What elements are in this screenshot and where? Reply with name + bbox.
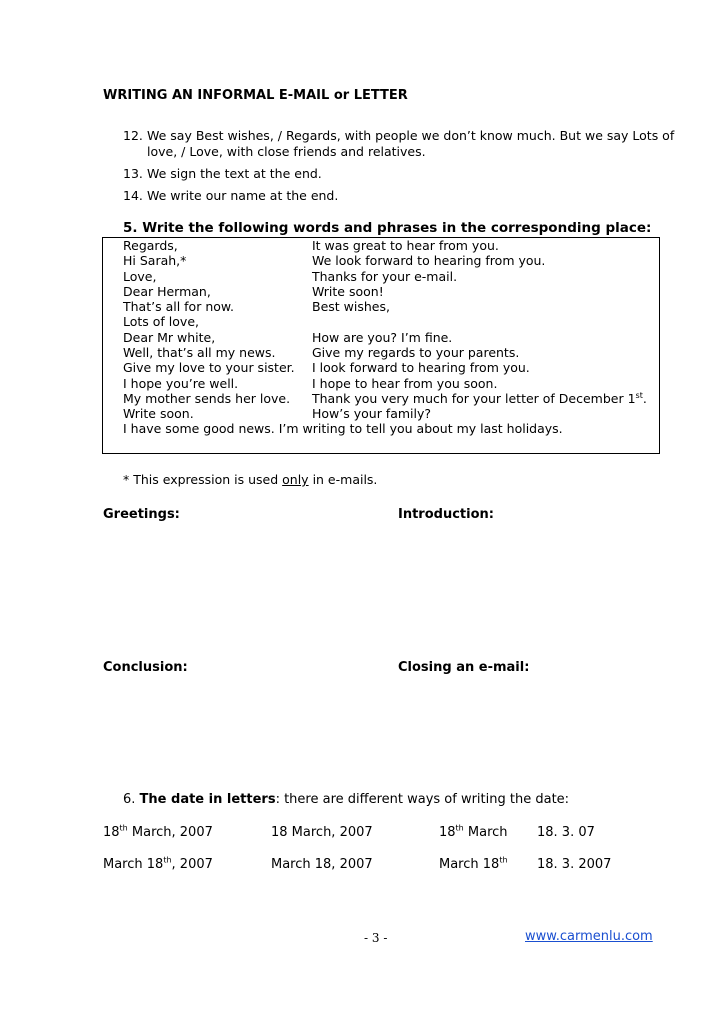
phrase-item: I look forward to hearing from you. [312, 360, 530, 376]
rule-number: 14. [123, 188, 143, 203]
introduction-heading: Introduction: [398, 507, 494, 522]
phrase-item: We look forward to hearing from you. [312, 253, 546, 269]
period: . [642, 390, 647, 406]
date-text: March 18 [439, 857, 500, 872]
phrase-item: Thanks for your e-mail. [312, 268, 458, 284]
phrase-last-line: I have some good news. I’m writing to tell you about my last holidays. [123, 421, 563, 436]
date-text: 18 [439, 825, 456, 840]
date-text: March 18 [103, 857, 164, 872]
ordinal-suffix: th [163, 855, 172, 865]
phrase-column-right [312, 238, 647, 422]
exercise-number: 6. [123, 792, 140, 807]
rule-13 [123, 166, 322, 182]
date-format [103, 825, 213, 840]
rule-12 [123, 128, 674, 144]
date-format [537, 825, 595, 840]
phrase-item: Love, [123, 268, 157, 284]
phrase-item: How are you? I’m fine. [312, 329, 453, 345]
ordinal-suffix: st [635, 390, 643, 400]
phrase-item: I hope to hear from you soon. [312, 375, 498, 391]
december-letter-phrase: Thank you very much for your letter of December 1 [312, 390, 636, 406]
date-format [439, 825, 508, 840]
email-only-note [123, 472, 377, 487]
date-text: March 18, 2007 [271, 857, 373, 872]
phrase-item: It was great to hear from you. [312, 238, 499, 253]
phrase-item: Write soon. [123, 406, 194, 422]
ordinal-suffix: th [119, 823, 128, 833]
rule-text: We sign the text at the end. [147, 166, 322, 181]
exercise-6-heading [123, 792, 569, 807]
phrase-item: My mother sends her love. [123, 390, 291, 406]
rule-text: We say Best wishes, / Regards, with people we don’t know much. But we say Lots of [147, 128, 675, 143]
conclusion-heading: Conclusion: [103, 660, 188, 675]
phrase-item: I hope you’re well. [123, 375, 239, 391]
date-text: 18 March, 2007 [271, 825, 373, 840]
phrase-item: Give my regards to your parents. [312, 345, 520, 361]
rule-number: 13. [123, 166, 143, 181]
date-text: 18 [103, 825, 120, 840]
date-text: March [463, 825, 508, 840]
date-text: 18. 3. 07 [537, 825, 595, 840]
rule-text: We write our name at the end. [147, 188, 339, 203]
closing-heading: Closing an e-mail: [398, 660, 530, 675]
phrase-item: Hi Sarah,* [123, 253, 187, 269]
exercise-5-heading: 5. Write the following words and phrases in the corresponding place: [123, 220, 652, 236]
date-format [103, 857, 213, 872]
phrase-item: Lots of love, [123, 314, 199, 330]
phrase-item: Write soon! [312, 283, 384, 299]
date-text: March, 2007 [127, 825, 213, 840]
phrase-item: Give my love to your sister. [123, 360, 295, 376]
date-format [537, 857, 611, 872]
exercise-6-instruction: : there are different ways of writing the date: [275, 792, 570, 807]
rule-14 [123, 188, 338, 204]
exercise-6-title: The date in letters [139, 792, 276, 807]
phrase-item: Dear Mr white, [123, 329, 216, 345]
date-text: 18. 3. 2007 [537, 857, 612, 872]
ordinal-suffix: th [499, 855, 508, 865]
greetings-heading: Greetings: [103, 507, 180, 522]
website-link[interactable]: www.carmenlu.com [525, 929, 653, 944]
phrase-item: That’s all for now. [123, 299, 234, 315]
page-title: WRITING AN INFORMAL E-MAIL or LETTER [103, 88, 408, 103]
phrase-item [312, 391, 647, 406]
note-text: * This expression is used [123, 472, 283, 487]
phrase-column-left [123, 238, 295, 422]
page-number: - 3 - [364, 931, 388, 945]
date-format [439, 857, 508, 872]
rule-12-continuation: love, / Love, with close friends and relatives. [147, 144, 426, 159]
phrase-item: Dear Herman, [123, 283, 211, 299]
phrase-item: How’s your family? [312, 406, 432, 422]
note-emphasis: only [282, 472, 309, 487]
date-text: , 2007 [171, 857, 213, 872]
ordinal-suffix: th [455, 823, 464, 833]
note-text: in e-mails. [308, 472, 378, 487]
phrase-item [312, 314, 647, 329]
phrase-item: Best wishes, [312, 299, 390, 315]
date-format [271, 825, 373, 840]
date-format [271, 857, 373, 872]
phrase-item: Well, that’s all my news. [123, 345, 276, 361]
phrase-item: Regards, [123, 238, 178, 253]
rule-number: 12. [123, 128, 143, 143]
